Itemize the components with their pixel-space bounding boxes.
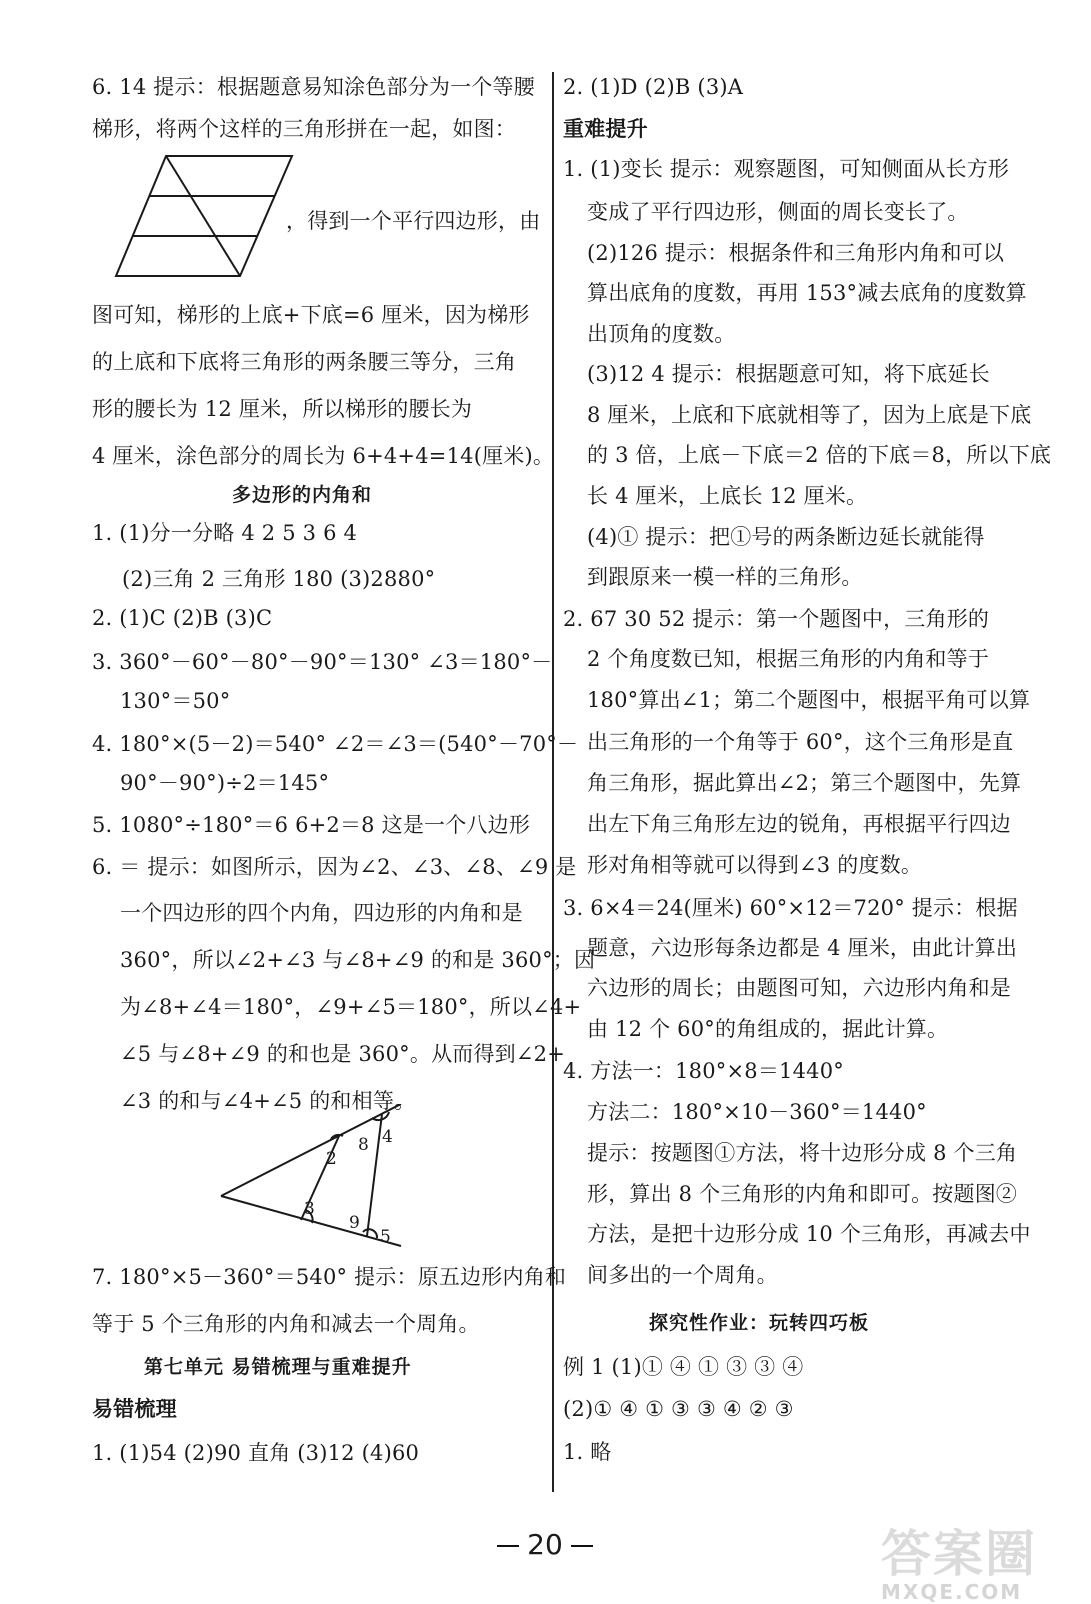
subtitle-key-improvement: 重难提升 [563,116,648,141]
page-number-dash-right [571,1545,593,1547]
a6-line-3: 360°，所以∠2+∠3 与∠8+∠9 的和是 360°；因 [120,948,596,972]
mistakes-answer-1: 1. (1)54 (2)90 直角 (3)12 (4)60 [92,1441,420,1465]
r1-line-5: 出顶角的度数。 [587,322,736,346]
r1-line-7: 8 厘米，上底和下底就相等了，因为上底是下底 [587,403,1032,427]
page-number [480,1528,610,1561]
r2-line-2: 2 个角度数已知，根据三角形的内角和等于 [587,647,990,671]
parallelogram-figure [114,154,294,278]
r4-line-4: 形，算出 8 个三角形的内角和即可。按题图② [587,1182,1018,1206]
r1-line-10: (4)① 提示：把①号的两条断边延长就能得 [587,525,985,549]
q6-line-6: 形的腰长为 12 厘米，所以梯形的腰长为 [92,397,473,421]
r3-line-1: 3. 6×4＝24(厘米) 60°×12＝720° 提示：根据 [563,896,1018,920]
r1-line-4: 算出底角的度数，再用 153°减去底角的度数算 [587,281,1027,305]
r3-line-4: 由 12 个 60°的角组成的，据此计算。 [587,1017,949,1041]
angle-label-9: 9 [349,1213,360,1233]
a7-line-1: 7. 180°×5－360°＝540° 提示：原五边形内角和 [92,1265,567,1289]
angle-arc-4 [372,1112,389,1120]
watermark [881,1514,1081,1604]
r4-line-3: 提示：按题图①方法，将十边形分成 8 个三角 [587,1141,1018,1165]
r1-line-1: 1. (1)变长 提示：观察题图，可知侧面从长方形 [563,157,1010,181]
a5-line: 5. 1080°÷180°＝6 6+2＝8 这是一个八边形 [92,813,531,837]
r4-line-6: 间多出的一个周角。 [587,1263,778,1287]
r1-line-11: 到跟原来一模一样的三角形。 [587,565,863,589]
r1-line-9: 长 4 厘米，上底长 12 厘米。 [587,484,868,508]
a6-line-1: 6. ＝ 提示：如图所示，因为∠2、∠3、∠8、∠9 是 [92,855,577,879]
a6-line-5: ∠5 与∠8+∠9 的和也是 360°。从而得到∠2+ [120,1042,566,1066]
r4-line-1: 4. 方法一：180°×8＝1440° [563,1059,844,1083]
angle-label-4: 4 [382,1127,393,1147]
a6-line-4: 为∠8+∠4＝180°，∠9+∠5＝180°，所以∠4+ [120,995,582,1019]
r-a2-line: 2. (1)D (2)B (3)A [563,75,744,99]
a1-line-1: 1. (1)分一分略 4 2 5 3 6 4 [92,521,358,545]
angle-label-5: 5 [380,1227,391,1247]
r3-line-2: 题意，六边形每条边都是 4 厘米，由此计算出 [587,936,1018,960]
section-title-polygon-angles: 多边形的内角和 [232,484,373,506]
explore-answer-1: 1. 略 [563,1440,612,1464]
example-1-line-1: 例 1 (1)① ④ ① ③ ③ ④ [563,1355,804,1379]
r1-line-6: (3)12 4 提示：根据题意可知，将下底延长 [587,362,990,386]
r1-line-2: 变成了平行四边形，侧面的周长变长了。 [587,200,969,224]
q6-line-1: 6. 14 提示：根据题意易知涂色部分为一个等腰 [92,75,535,99]
q6-line-7: 4 厘米，涂色部分的周长为 6+4+4=14(厘米)。 [92,444,555,468]
q6-line-2: 梯形，将两个这样的三角形拼在一起，如图： [92,117,516,141]
explore-title: 探究性作业：玩转四巧板 [649,1312,870,1334]
angle-label-8: 8 [358,1135,369,1155]
r1-line-3: (2)126 提示：根据条件和三角形内角和可以 [587,241,1005,265]
r2-line-3: 180°算出∠1；第二个题图中，根据平角可以算 [587,688,1031,712]
r2-line-7: 形对角相等就可以得到∠3 的度数。 [587,853,923,877]
page-number-text: 20 [527,1528,563,1561]
a1-line-2: (2)三角 2 三角形 180 (3)2880° [122,567,436,591]
a6-line-6: ∠3 的和与∠4+∠5 的和相等。 [120,1089,416,1113]
subtitle-common-mistakes: 易错梳理 [92,1396,177,1421]
a6-line-2: 一个四边形的四个内角，四边形的内角和是 [120,901,523,925]
example-1-line-2: (2)① ④ ① ③ ③ ④ ② ③ [563,1397,794,1421]
a7-line-2: 等于 5 个三角形的内角和减去一个周角。 [92,1312,480,1336]
a4-line-2: 90°－90°)÷2＝145° [120,771,330,795]
r3-line-3: 六边形的周长；由题图可知，六边形内角和是 [587,976,1011,1000]
r4-line-2: 方法二：180°×10－360°＝1440° [587,1100,927,1124]
watermark-logo-text: 答案圈 [881,1525,1037,1583]
a4-line-1: 4. 180°×(5－2)＝540° ∠2＝∠3＝(540°－70°－ [92,732,579,756]
r2-line-5: 角三角形，据此算出∠2；第三个题图中，先算 [587,771,1022,795]
angle-label-3: 3 [304,1199,315,1219]
r1-line-8: 的 3 倍，上底－下底＝2 倍的下底＝8，所以下底 [587,443,1052,467]
q6-line-5: 的上底和下底将三角形的两条腰三等分，三角 [92,350,516,374]
a2-line: 2. (1)C (2)B (3)C [92,606,273,630]
q6-line-3: ，得到一个平行四边形，由 [286,209,541,233]
unit-seven-title: 第七单元 易错梳理与重难提升 [144,1356,412,1378]
parallelogram-diagonal [166,156,240,276]
r2-line-6: 出左下角三角形左边的锐角，再根据平行四边 [587,812,1011,836]
a3-line-1: 3. 360°－60°－80°－90°＝130° ∠3＝180°－ [92,650,553,674]
q6-line-4: 图可知，梯形的上底+下底=6 厘米，因为梯形 [92,303,530,327]
a3-line-2: 130°＝50° [120,689,231,713]
angle-figure [217,1104,407,1259]
angle-figure-cut-2 [367,1114,382,1236]
r4-line-5: 方法，是把十边形分成 10 个三角形，再减去中 [587,1222,1031,1246]
r2-line-4: 出三角形的一个角等于 60°，这个三角形是直 [587,730,1014,754]
angle-label-2: 2 [326,1149,337,1169]
watermark-url: MXQE.COM [881,1580,1023,1604]
r2-line-1: 2. 67 30 52 提示：第一个题图中，三角形的 [563,607,990,631]
page-number-dash-left [497,1545,519,1547]
